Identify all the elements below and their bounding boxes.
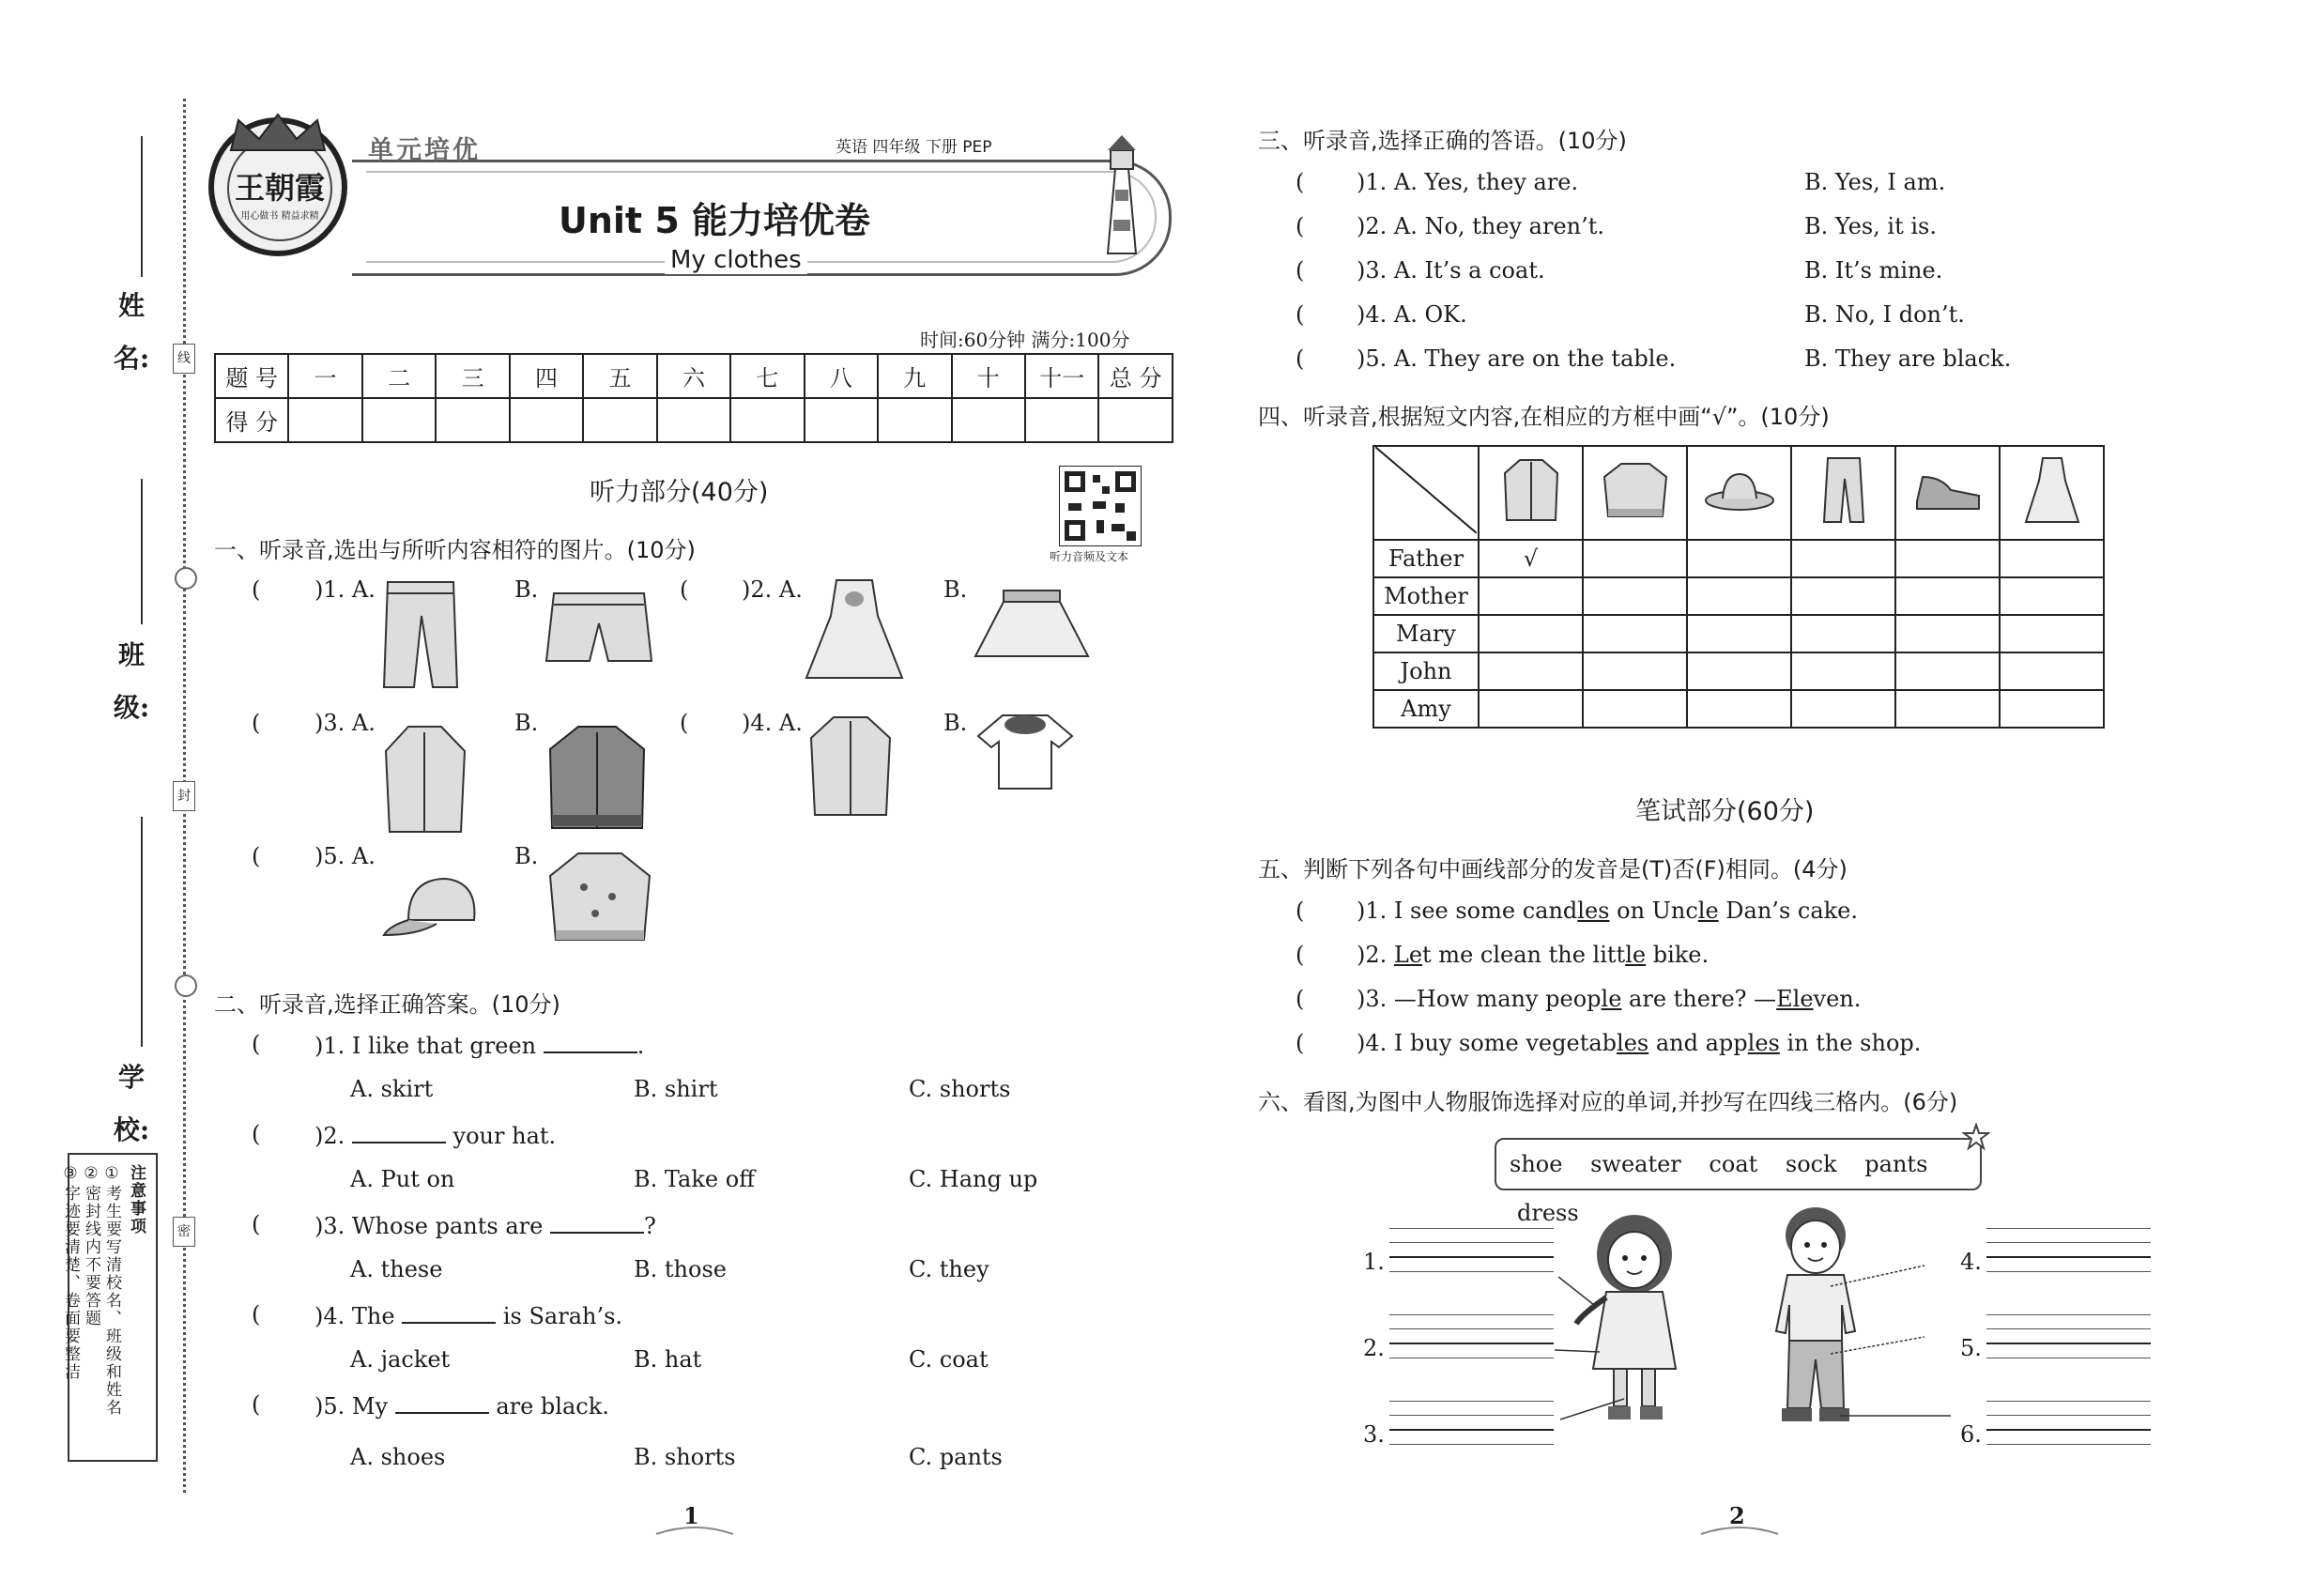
shoes-image (1913, 464, 1983, 516)
binding-mark-3: 密 (173, 1217, 195, 1247)
underlined-sound: les (1617, 1030, 1649, 1056)
q2-4-c[interactable]: C. coat (909, 1346, 989, 1373)
score-cell: 五 (583, 354, 656, 398)
fill-blank[interactable] (402, 1301, 496, 1324)
answer-paren[interactable]: ( (252, 1391, 261, 1418)
q2-3-tail: ? (643, 1213, 656, 1239)
answer-paren[interactable]: ( (252, 1301, 261, 1327)
q2-2-stem (314, 1121, 556, 1149)
underlined-sound: Ele (1776, 986, 1814, 1012)
score-cell: 三 (436, 354, 509, 398)
q1-4-b: B. (943, 710, 968, 736)
class-field[interactable] (141, 479, 143, 624)
notes-title: 注意事项 (127, 1164, 146, 1235)
page-ornament-icon (652, 1523, 737, 1540)
score-input[interactable] (878, 398, 951, 442)
row-label: Father (1373, 540, 1479, 577)
q2-5-b[interactable]: B. shorts (634, 1444, 736, 1470)
q5-text: bike. (1646, 942, 1710, 968)
check-cell[interactable] (1479, 615, 1583, 652)
check-cell[interactable] (2000, 577, 2104, 615)
q2-1-stem (314, 1031, 644, 1059)
q5-text: in the shop. (1779, 1030, 1922, 1056)
check-cell[interactable] (2000, 540, 2104, 577)
fill-blank[interactable] (550, 1211, 644, 1234)
note-1: ①考生要写清校名、班级和姓名 (102, 1164, 121, 1417)
q2-3-text: )3. Whose pants are (314, 1213, 544, 1239)
col-dress (2000, 446, 2104, 540)
score-cell: 八 (805, 354, 878, 398)
word-bank-item: shoe (1510, 1151, 1563, 1177)
q3-4-a[interactable]: )4. A. OK. (1357, 301, 1467, 328)
fill-blank[interactable] (544, 1031, 637, 1053)
answer-paren[interactable]: ( (1296, 898, 1305, 924)
q2-1-c[interactable]: C. shorts (909, 1076, 1011, 1102)
underlined-sound: les (1747, 1030, 1780, 1056)
note-3: ③字迹要清楚、卷面要整洁 (61, 1164, 80, 1381)
score-cell: 九 (878, 354, 951, 398)
score-input[interactable] (1098, 398, 1173, 442)
table-row (1373, 540, 2104, 577)
check-cell[interactable] (1791, 615, 1895, 652)
score-cell: 六 (657, 354, 730, 398)
answer-paren[interactable]: ( (1296, 169, 1305, 195)
q3-3-b[interactable]: B. It’s mine. (1804, 257, 1943, 284)
grade-meta: 英语 四年级 下册 PEP (836, 138, 992, 157)
q2-4-a[interactable]: A. jacket (350, 1346, 451, 1373)
q3-5-a[interactable]: )5. A. They are on the table. (1357, 345, 1677, 372)
word-bank-item: coat (1709, 1151, 1758, 1177)
q2-4-stem (314, 1301, 622, 1329)
col-shirt (1479, 446, 1583, 540)
q5-text: )3. —How many peop (1357, 986, 1602, 1012)
coat-image[interactable] (380, 723, 469, 836)
underlined-sound: le (1625, 942, 1647, 968)
check-cell[interactable] (1583, 577, 1687, 615)
q2-4-tail: is Sarah’s. (502, 1303, 623, 1329)
page-subtitle: My clothes (665, 246, 807, 274)
check-cell[interactable] (1687, 540, 1791, 577)
check-cell[interactable] (1791, 577, 1895, 615)
score-input[interactable] (583, 398, 656, 442)
score-cell: 十一 (1025, 354, 1098, 398)
q1-5-b: B. (514, 843, 539, 869)
word-bank (1495, 1138, 1982, 1226)
score-cell: 总 分 (1098, 354, 1173, 398)
answer-paren[interactable]: ( (680, 576, 689, 603)
answer-paren[interactable]: ( (1296, 942, 1305, 968)
q2-1-b[interactable]: B. shirt (634, 1076, 718, 1102)
q5-text: Dan’s cake. (1718, 898, 1859, 924)
underlined-sound: Le (1393, 942, 1423, 968)
boy-pointer-lines (1821, 1258, 1953, 1427)
col-hat (1687, 446, 1791, 540)
answer-paren[interactable]: ( (252, 1031, 261, 1057)
binding-mark-1: 线 (173, 344, 195, 374)
answer-paren[interactable]: ( (680, 710, 689, 736)
answer-paren[interactable]: ( (252, 576, 261, 603)
check-cell[interactable] (1583, 615, 1687, 652)
col-shoes (1895, 446, 2000, 540)
score-cell: 四 (510, 354, 583, 398)
check-cell[interactable] (1479, 652, 1583, 690)
lighthouse-icon (1080, 131, 1164, 263)
col-pants (1791, 446, 1895, 540)
skirt-image[interactable] (972, 587, 1092, 662)
underlined-sound: les (1577, 898, 1610, 924)
score-cell: 十 (952, 354, 1025, 398)
label-1: 1. (1363, 1249, 1385, 1275)
answer-paren[interactable]: ( (1296, 257, 1305, 284)
q2-5-tail: are black. (496, 1393, 609, 1420)
note-2: ②密封线内不要答题 (82, 1164, 100, 1327)
q5-text: )1. I see some cand (1357, 898, 1578, 924)
section-4-heading: 四、听录音,根据短文内容,在相应的方框中画“√”。(10分) (1258, 404, 1830, 430)
check-cell[interactable] (1791, 652, 1895, 690)
cap-image[interactable] (380, 873, 483, 939)
check-cell[interactable] (1687, 652, 1791, 690)
answer-paren[interactable]: ( (1296, 213, 1305, 239)
name-field[interactable] (141, 136, 143, 277)
score-input[interactable] (362, 398, 436, 442)
writing-title: 笔试部分(60分) (1635, 797, 1815, 826)
q1-5-num: )5. A. (314, 843, 376, 869)
class-label: 班 级: (113, 639, 150, 723)
q2-5-stem (314, 1391, 609, 1420)
q1-1-num: )1. A. (314, 576, 376, 603)
jacket-image[interactable] (544, 723, 650, 832)
writing-lines-1[interactable] (1389, 1228, 1554, 1285)
q3-1-b[interactable]: B. Yes, I am. (1804, 169, 1946, 195)
label-5: 5. (1960, 1335, 1982, 1361)
binding-hole-icon (175, 974, 197, 997)
q5-text: ven. (1813, 986, 1862, 1012)
check-cell[interactable] (1687, 615, 1791, 652)
fill-blank[interactable] (352, 1121, 446, 1143)
col-sweater (1583, 446, 1687, 540)
word-bank-item: sweater (1590, 1151, 1681, 1177)
score-header-row (215, 354, 1173, 398)
q5-text: on Unc (1609, 898, 1698, 924)
q1-3-num: )3. A. (314, 710, 376, 736)
check-cell[interactable] (2000, 652, 2104, 690)
q5-1-text (1357, 898, 1858, 924)
check-cell[interactable]: √ (1479, 540, 1583, 577)
q5-text: are there? — (1621, 986, 1777, 1012)
check-cell[interactable] (1895, 577, 2000, 615)
row-label: Mary (1373, 615, 1479, 652)
section-3-heading: 三、听录音,选择正确的答语。(10分) (1258, 128, 1627, 154)
q2-1-text: )1. I like that green (314, 1033, 537, 1059)
q5-2-text (1357, 942, 1709, 968)
school-field[interactable] (141, 817, 143, 1047)
q2-2-tail: your hat. (452, 1123, 557, 1149)
crown-icon (218, 111, 338, 152)
answer-paren[interactable]: ( (252, 1211, 261, 1237)
q1-4-num: )4. A. (742, 710, 803, 736)
section-1-heading: 一、听录音,选出与所听内容相符的图片。(10分) (214, 537, 696, 563)
q2-2-a[interactable]: A. Put on (350, 1166, 455, 1192)
word-bank-item: pants (1864, 1151, 1928, 1177)
binding-hole-icon (175, 567, 197, 590)
school-label: 学 校: (113, 1062, 150, 1145)
sweater-image (1602, 460, 1668, 520)
check-cell[interactable] (1583, 540, 1687, 577)
q2-2-c[interactable]: C. Hang up (909, 1166, 1038, 1192)
score-cell: 七 (730, 354, 804, 398)
table-row (1373, 690, 2104, 728)
time-info: 时间:60分钟 满分:100分 (920, 329, 1130, 351)
logo-sub: 用心做书 精益求精 (240, 211, 319, 222)
page-number-2: 2 (1729, 1502, 1745, 1529)
score-input[interactable] (436, 398, 509, 442)
q5-text: t me clean the litt (1422, 942, 1626, 968)
check-cell[interactable] (1583, 652, 1687, 690)
writing-lines-2[interactable] (1389, 1314, 1554, 1372)
check-cell[interactable] (1479, 577, 1583, 615)
check-cell[interactable] (1583, 690, 1687, 728)
table-row (1373, 615, 2104, 652)
label-6: 6. (1960, 1421, 1982, 1448)
word-bank-item: dress (1517, 1200, 1579, 1226)
listening-title: 听力部分(40分) (590, 478, 769, 507)
q2-2-b[interactable]: B. Take off (634, 1166, 756, 1192)
check-cell[interactable] (1895, 690, 2000, 728)
q2-3-a[interactable]: A. these (350, 1256, 443, 1282)
score-cell: 题 号 (215, 354, 288, 398)
pants-image[interactable] (371, 578, 469, 691)
clothes-check-table (1372, 445, 2105, 729)
label-2: 2. (1363, 1335, 1385, 1361)
star-icon (1962, 1123, 1990, 1151)
table-header-row (1373, 446, 2104, 540)
page-title: Unit 5 能力培优卷 (559, 200, 870, 241)
label-3: 3. (1363, 1421, 1385, 1448)
q5-text: )4. I buy some vegetab (1357, 1030, 1618, 1056)
answer-paren[interactable]: ( (1296, 301, 1305, 328)
word-bank-item: sock (1785, 1151, 1837, 1177)
writing-lines-5[interactable] (1986, 1314, 2151, 1372)
q5-3-text (1357, 986, 1861, 1012)
check-cell[interactable] (1479, 690, 1583, 728)
check-cell[interactable] (1687, 690, 1791, 728)
underlined-sound: le (1697, 898, 1719, 924)
q3-4-b[interactable]: B. No, I don’t. (1804, 301, 1965, 328)
table-row (1373, 577, 2104, 615)
q3-2-b[interactable]: B. Yes, it is. (1804, 213, 1937, 239)
fill-blank[interactable] (395, 1391, 489, 1414)
logo-text: 王朝霞 (234, 170, 325, 206)
row-label: John (1373, 652, 1479, 690)
q2-3-stem (314, 1211, 656, 1239)
check-cell[interactable] (1895, 652, 2000, 690)
q5-text: )2. (1357, 942, 1394, 968)
sweater-image[interactable] (546, 850, 654, 948)
notes-box (61, 1153, 158, 1462)
q3-3-a[interactable]: )3. A. It’s a coat. (1357, 257, 1545, 284)
q1-2-b: B. (943, 576, 968, 603)
score-cell: 一 (288, 354, 361, 398)
label-4: 4. (1960, 1249, 1982, 1275)
diagonal-line (1375, 447, 1477, 533)
answer-paren[interactable]: ( (1296, 986, 1305, 1012)
score-cell: 二 (362, 354, 436, 398)
underlined-sound: le (1601, 986, 1622, 1012)
check-cell[interactable] (2000, 615, 2104, 652)
check-cell[interactable] (1895, 615, 2000, 652)
check-cell[interactable] (1791, 690, 1895, 728)
q5-4-text (1357, 1030, 1921, 1056)
q1-2-num: )2. A. (742, 576, 803, 603)
q2-5-a[interactable]: A. shoes (350, 1444, 446, 1470)
table-row (1373, 652, 2104, 690)
answer-paren[interactable]: ( (1296, 345, 1305, 372)
score-input-row (215, 398, 1173, 442)
dress-image (2024, 454, 2080, 526)
diagonal-cell (1373, 446, 1479, 540)
answer-paren[interactable]: ( (1296, 1030, 1305, 1056)
q2-3-b[interactable]: B. those (634, 1256, 727, 1282)
section-6-heading: 六、看图,为图中人物服饰选择对应的单词,并抄写在四线三格内。(6分) (1258, 1089, 1958, 1115)
q1-1-b: B. (514, 576, 539, 603)
name-label: 姓 名: (113, 290, 150, 374)
score-input[interactable] (730, 398, 804, 442)
q2-5-c[interactable]: C. pants (909, 1444, 1003, 1470)
score-row-label: 得 分 (215, 398, 288, 442)
writing-lines-6[interactable] (1986, 1401, 2151, 1458)
q2-1-a[interactable]: A. skirt (350, 1076, 434, 1102)
q2-4-b[interactable]: B. hat (634, 1346, 702, 1373)
score-input[interactable] (1025, 398, 1098, 442)
shirt-image[interactable] (807, 714, 894, 819)
check-cell[interactable] (1791, 540, 1895, 577)
answer-paren[interactable]: ( (252, 843, 261, 869)
score-input[interactable] (288, 398, 361, 442)
check-cell[interactable] (2000, 690, 2104, 728)
series-label: 单元培优 (368, 136, 481, 165)
score-table (214, 353, 1173, 443)
q5-text: and app (1648, 1030, 1748, 1056)
score-input[interactable] (657, 398, 730, 442)
answer-paren[interactable]: ( (252, 1121, 261, 1147)
binding-mark-2: 封 (173, 781, 195, 811)
qr-code-icon[interactable] (1059, 466, 1142, 546)
dress-image[interactable] (803, 575, 906, 683)
q1-3-b: B. (514, 710, 539, 736)
pants-image (1820, 454, 1867, 526)
score-input[interactable] (805, 398, 878, 442)
row-label: Amy (1373, 690, 1479, 728)
page-ornament-icon (1697, 1523, 1782, 1540)
q3-1-a[interactable]: )1. A. Yes, they are. (1357, 169, 1579, 195)
row-label: Mother (1373, 577, 1479, 615)
q2-1-tail: . (636, 1033, 645, 1059)
q3-2-a[interactable]: )2. A. No, they aren’t. (1357, 213, 1605, 239)
t-shirt-image[interactable] (974, 712, 1076, 792)
check-cell[interactable] (1687, 577, 1791, 615)
q2-4-text: )4. The (314, 1303, 395, 1329)
writing-lines-4[interactable] (1986, 1228, 2151, 1285)
section-2-heading: 二、听录音,选择正确答案。(10分) (214, 991, 560, 1018)
q3-5-b[interactable]: B. They are black. (1804, 345, 2012, 372)
score-input[interactable] (510, 398, 583, 442)
q2-3-c[interactable]: C. they (909, 1256, 989, 1282)
q2-5-text: )5. My (314, 1393, 389, 1420)
page-number-1: 1 (683, 1502, 699, 1529)
section-5-heading: 五、判断下列各句中画线部分的发音是(T)否(F)相同。(4分) (1258, 856, 1848, 882)
check-cell[interactable] (1895, 540, 2000, 577)
shirt-image (1503, 456, 1559, 524)
score-input[interactable] (952, 398, 1025, 442)
q2-2-text: )2. (314, 1123, 345, 1149)
answer-paren[interactable]: ( (252, 710, 261, 736)
shorts-image[interactable] (543, 590, 655, 667)
writing-lines-3[interactable] (1389, 1401, 1554, 1458)
girl-pointer-lines (1540, 1267, 1652, 1436)
hat-image (1702, 467, 1777, 514)
qr-caption: 听力音频及文本 (1050, 550, 1129, 563)
